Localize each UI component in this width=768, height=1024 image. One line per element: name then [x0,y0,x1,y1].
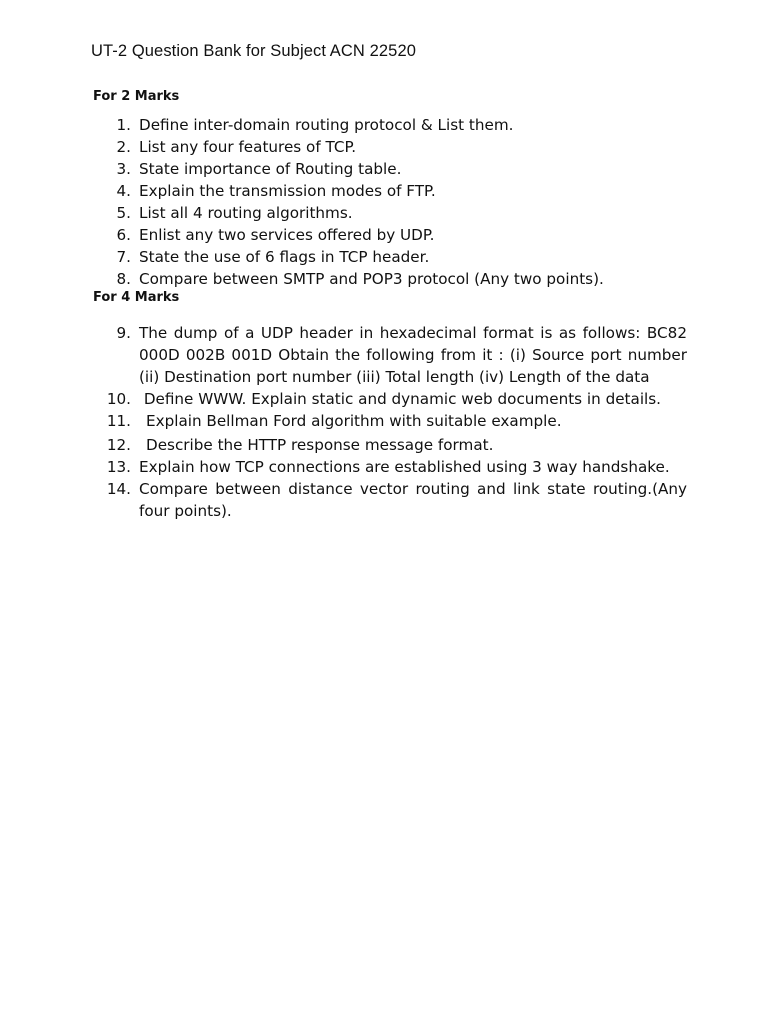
question-item [0,322,768,388]
question-item [0,114,768,136]
question-item [0,268,768,290]
question-text: Define WWW. Explain static and dynamic web documents in details. [139,390,661,408]
question-number: 4. [116,182,131,200]
question-text: Explain how TCP connections are established using 3 way handshake. [139,458,670,476]
question-number: 14. [106,480,131,498]
question-number: 10. [106,390,131,408]
question-number: 9. [116,324,131,342]
question-item [0,224,768,246]
section-heading-4-marks: For 4 Marks [93,290,180,305]
question-text: Describe the HTTP response message format. [146,436,494,454]
page-title: UT-2 Question Bank for Subject ACN 22520 [91,42,417,60]
question-text: The dump of a UDP header in hexadecimal format is as follows: BC82 000D 002B 001D Obtain the following from it : (i) Source port number (ii) Destination port number (iii) Total length (iv) Length of the data [139,324,687,386]
question-text: Compare between SMTP and POP3 protocol (Any two points). [139,270,604,288]
question-item [0,478,768,522]
question-number: 12. [106,436,131,454]
question-number: 11. [106,412,131,430]
question-item [0,246,768,268]
section-heading-2-marks: For 2 Marks [93,89,180,104]
question-item [0,158,768,180]
question-number: 1. [116,116,131,134]
question-list-4-marks [0,322,768,522]
question-item [0,180,768,202]
question-text: List all 4 routing algorithms. [139,204,353,222]
question-text: Explain Bellman Ford algorithm with suitable example. [146,412,562,430]
question-text: Explain the transmission modes of FTP. [139,182,436,200]
question-number: 6. [116,226,131,244]
question-item [0,136,768,158]
question-item [0,410,768,432]
question-number: 3. [116,160,131,178]
question-number: 13. [106,458,131,476]
question-text: List any four features of TCP. [139,138,357,156]
question-text: Compare between distance vector routing and link state routing.(Any four points). [139,480,687,520]
question-item [0,434,768,456]
question-item [0,388,768,410]
question-number: 8. [116,270,131,288]
question-item [0,202,768,224]
question-item [0,456,768,478]
question-text: Define inter-domain routing protocol & List them. [139,116,514,134]
question-text: State importance of Routing table. [139,160,402,178]
question-number: 5. [116,204,131,222]
question-number: 2. [116,138,131,156]
question-number: 7. [116,248,131,266]
question-list-2-marks [0,114,768,290]
question-text: Enlist any two services offered by UDP. [139,226,435,244]
question-text: State the use of 6 flags in TCP header. [139,248,430,266]
